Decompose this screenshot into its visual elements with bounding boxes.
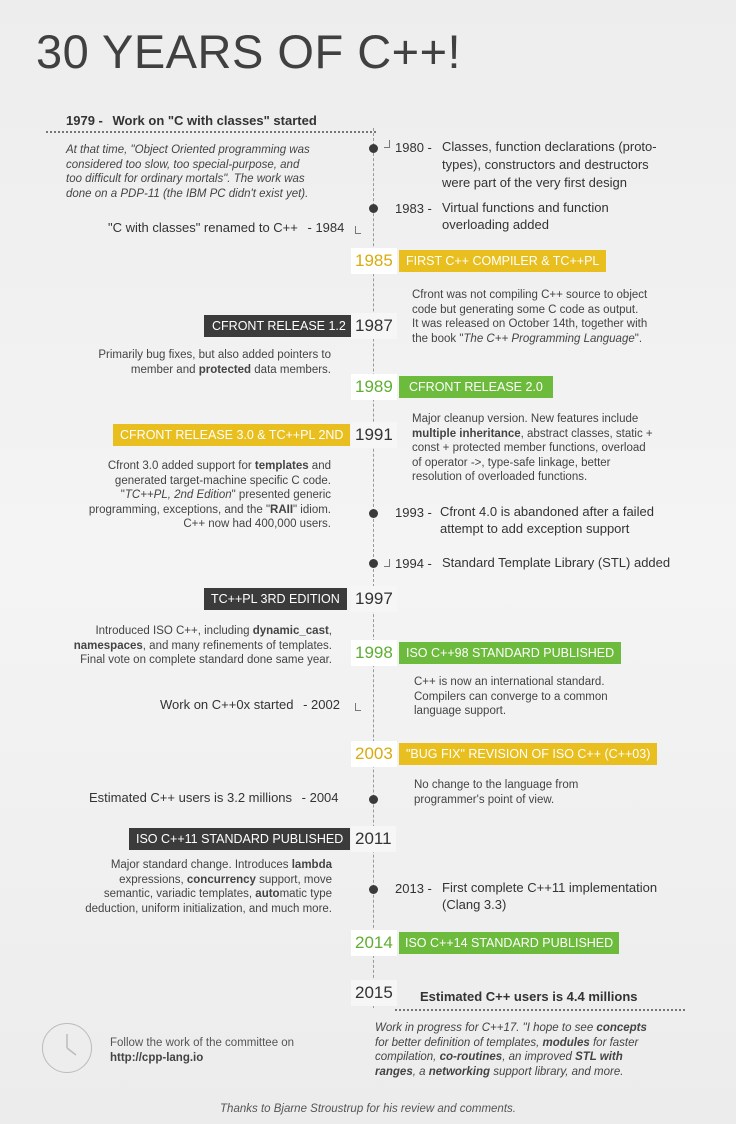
text: " <box>120 489 125 501</box>
text: semantic, variadic templates, <box>103 888 256 900</box>
desc-line: Cfront was not compiling C++ source to object <box>412 289 648 301</box>
timeline-dot <box>369 144 378 153</box>
year-1980: 1980 - <box>395 140 432 155</box>
desc-line: Major cleanup version. New features include <box>412 413 639 425</box>
badge-1985: FIRST C++ COMPILER & TC++PL <box>399 250 606 272</box>
year-2003: 2003 <box>351 741 397 767</box>
year-1993: 1993 - <box>395 505 432 520</box>
text: expressions, <box>119 873 187 886</box>
event-line: attempt to add exception support <box>440 521 630 536</box>
text: concepts <box>596 1022 647 1034</box>
badge-1997: TC++PL 3RD EDITION <box>204 588 347 610</box>
timeline-dot <box>369 559 378 568</box>
desc-line: Compilers can converge to a common <box>414 690 608 703</box>
desc-line: programmer's point of view. <box>414 793 555 806</box>
desc-line <box>30 488 331 503</box>
event-1980 <box>442 138 657 192</box>
desc-1997 <box>30 624 332 668</box>
event-1993 <box>440 503 654 537</box>
desc-line: No change to the language from <box>414 779 579 791</box>
badge-1991: CFRONT RELEASE 3.0 & TC++PL 2ND <box>113 424 350 446</box>
text: ". <box>634 332 643 345</box>
event-2004-title: Estimated C++ users is 3.2 millions <box>89 790 293 805</box>
desc-2011 <box>30 858 332 916</box>
event-line: were part of the very first design <box>442 175 627 190</box>
desc-line: generated target-machine specific C code. <box>114 474 331 487</box>
timeline-dot <box>369 509 378 518</box>
text: auto <box>255 888 280 900</box>
event-2002 <box>160 697 340 712</box>
year-1989: 1989 <box>351 374 397 400</box>
event-1979-title: Work on "C with classes" started <box>112 113 317 128</box>
desc-1989 <box>412 412 712 485</box>
desc-1987 <box>36 348 331 377</box>
desc-line: C++ is now an international standard. <box>414 676 605 688</box>
desc-line <box>412 332 712 347</box>
text: templates <box>254 460 309 472</box>
text: compilation, <box>375 1051 440 1063</box>
year-1983: 1983 - <box>395 201 432 216</box>
desc-2015 <box>375 1021 695 1079</box>
event-line: Classes, function declarations (proto- <box>442 139 657 154</box>
event-2004 <box>89 790 339 805</box>
clock-icon <box>42 1023 92 1073</box>
text: , abstract classes, static + <box>520 427 653 440</box>
text: , an improved <box>502 1051 576 1063</box>
desc-line <box>30 873 332 888</box>
text: Introduced ISO C++, including <box>95 625 253 637</box>
event-line: overloading added <box>442 217 549 232</box>
desc-line: It was released on October 14th, together with <box>412 318 648 330</box>
text: Cfront 3.0 added support for <box>107 460 255 472</box>
year-2013: 2013 - <box>395 881 432 896</box>
year-1985: 1985 <box>351 248 397 274</box>
event-line: Virtual functions and function <box>442 200 609 215</box>
desc-1991 <box>30 459 331 532</box>
page-title: 30 YEARS OF C++! <box>36 25 462 78</box>
desc-1979 <box>66 143 366 201</box>
divider-1979 <box>46 131 376 133</box>
year-2015: 2015 <box>351 980 397 1006</box>
connector <box>384 140 390 148</box>
desc-line: code but generating some C code as output. <box>412 303 639 316</box>
badge-2003: "BUG FIX" REVISION OF ISO C++ (C++03) <box>399 743 657 765</box>
desc-2003 <box>414 778 694 807</box>
text: the book " <box>412 332 464 345</box>
text: programming, exceptions, and the " <box>88 503 271 516</box>
desc-line: Primarily bug fixes, but also added pointers to <box>98 349 331 361</box>
desc-line: done on a PDP-11 (the IBM PC didn't exist yet). <box>66 187 309 200</box>
committee-link[interactable]: http://cpp-lang.io <box>110 1052 204 1064</box>
desc-line <box>30 459 331 474</box>
event-2002-title: Work on C++0x started <box>160 697 294 712</box>
desc-line: resolution of overloaded functions. <box>412 471 588 483</box>
event-1979 <box>66 113 317 128</box>
event-2015: Estimated C++ users is 4.4 millions <box>420 989 638 1004</box>
event-1983 <box>442 199 609 233</box>
year-2014: 2014 <box>351 930 397 956</box>
text: " idiom. <box>293 503 331 516</box>
desc-line <box>412 427 712 442</box>
follow-text: Follow the work of the committee on <box>110 1037 295 1049</box>
text: TC++PL, 2nd Edition <box>124 489 232 501</box>
event-2013 <box>442 879 657 913</box>
year-1997: 1997 <box>351 586 397 612</box>
desc-line: At that time, "Object Oriented programming was <box>66 144 310 156</box>
text: concurrency <box>186 873 256 886</box>
timeline-dot <box>369 885 378 894</box>
text: , a <box>412 1065 429 1078</box>
desc-line: deduction, uniform initialization, and much more. <box>85 902 332 915</box>
year-1998: 1998 <box>351 640 397 666</box>
divider-2015 <box>395 1009 685 1011</box>
text: support, move <box>255 873 332 886</box>
badge-1987: CFRONT RELEASE 1.2 <box>204 315 354 337</box>
year-2002: - 2002 <box>303 697 340 712</box>
text: protected <box>198 363 252 376</box>
text: dynamic_cast <box>252 625 329 637</box>
year-2004: - 2004 <box>301 790 339 805</box>
text: and <box>308 460 331 472</box>
clock-hands <box>43 1024 91 1072</box>
text: The C++ Programming Language <box>463 332 635 345</box>
text: Work in progress for C++17. "I hope to see <box>375 1022 597 1034</box>
event-line: types), constructors and destructors <box>442 157 649 172</box>
event-line: Cfront 4.0 is abandoned after a failed <box>440 504 654 519</box>
event-line: (Clang 3.3) <box>442 897 507 912</box>
desc-line <box>375 1050 695 1065</box>
connector <box>355 703 361 711</box>
text: member and <box>130 363 199 376</box>
desc-line <box>30 858 332 873</box>
event-1984-title: "C with classes" renamed to C++ <box>108 220 298 235</box>
desc-line <box>30 624 332 639</box>
text: lambda <box>291 859 332 871</box>
desc-line: language support. <box>414 705 507 717</box>
timeline-dot <box>369 204 378 213</box>
year-1984: - 1984 <box>307 220 345 235</box>
desc-line <box>30 639 332 654</box>
desc-line <box>375 1065 695 1080</box>
desc-line: considered too slow, too special-purpose, and <box>66 158 300 171</box>
text: ranges <box>375 1065 413 1078</box>
connector <box>355 226 361 234</box>
text: Major standard change. Introduces <box>110 859 292 871</box>
text: support library, and more. <box>490 1065 624 1078</box>
desc-line <box>375 1036 695 1051</box>
event-1984 <box>108 220 344 235</box>
desc-line: C++ now had 400,000 users. <box>183 518 331 530</box>
text: " presented generic <box>231 489 331 501</box>
badge-1989: CFRONT RELEASE 2.0 <box>399 376 553 398</box>
desc-line <box>30 887 332 902</box>
desc-line <box>30 503 331 518</box>
year-1979: 1979 - <box>66 113 103 128</box>
text: , <box>328 625 332 637</box>
connector <box>384 559 390 567</box>
text: networking <box>428 1065 491 1078</box>
year-1991: 1991 <box>351 422 397 448</box>
year-1994: 1994 - <box>395 556 432 571</box>
desc-line: of operator ->, type-safe linkage, better <box>412 456 611 469</box>
year-1987: 1987 <box>351 313 397 339</box>
text: data members. <box>251 363 331 376</box>
desc-1985 <box>412 288 712 346</box>
desc-line: Final vote on complete standard done same year. <box>80 654 332 666</box>
event-1994: Standard Template Library (STL) added <box>442 555 671 570</box>
year-2011: 2011 <box>351 826 396 852</box>
text: co-routines <box>439 1051 503 1063</box>
text: for faster <box>589 1036 639 1049</box>
text: multiple inheritance <box>412 427 521 440</box>
text: RAII <box>270 503 294 516</box>
text: modules <box>542 1036 590 1049</box>
desc-line: const + protected member functions, overload <box>412 442 646 454</box>
desc-1998 <box>414 675 694 719</box>
text: for better definition of templates, <box>375 1036 543 1049</box>
desc-line <box>375 1021 695 1036</box>
text: , and many refinements of templates. <box>142 639 332 652</box>
timeline-dot <box>369 795 378 804</box>
badge-2014: ISO C++14 STANDARD PUBLISHED <box>399 932 619 954</box>
desc-line <box>36 363 331 378</box>
event-line: First complete C++11 implementation <box>442 880 658 895</box>
text: namespaces <box>73 639 143 652</box>
desc-line: too difficult for ordinary mortals". The work was <box>66 173 305 185</box>
badge-1998: ISO C++98 STANDARD PUBLISHED <box>399 642 621 664</box>
thanks-text: Thanks to Bjarne Stroustrup for his review and comments. <box>220 1103 516 1115</box>
text: STL with <box>575 1051 623 1063</box>
badge-2011: ISO C++11 STANDARD PUBLISHED <box>129 828 350 850</box>
text: matic type <box>279 888 332 900</box>
